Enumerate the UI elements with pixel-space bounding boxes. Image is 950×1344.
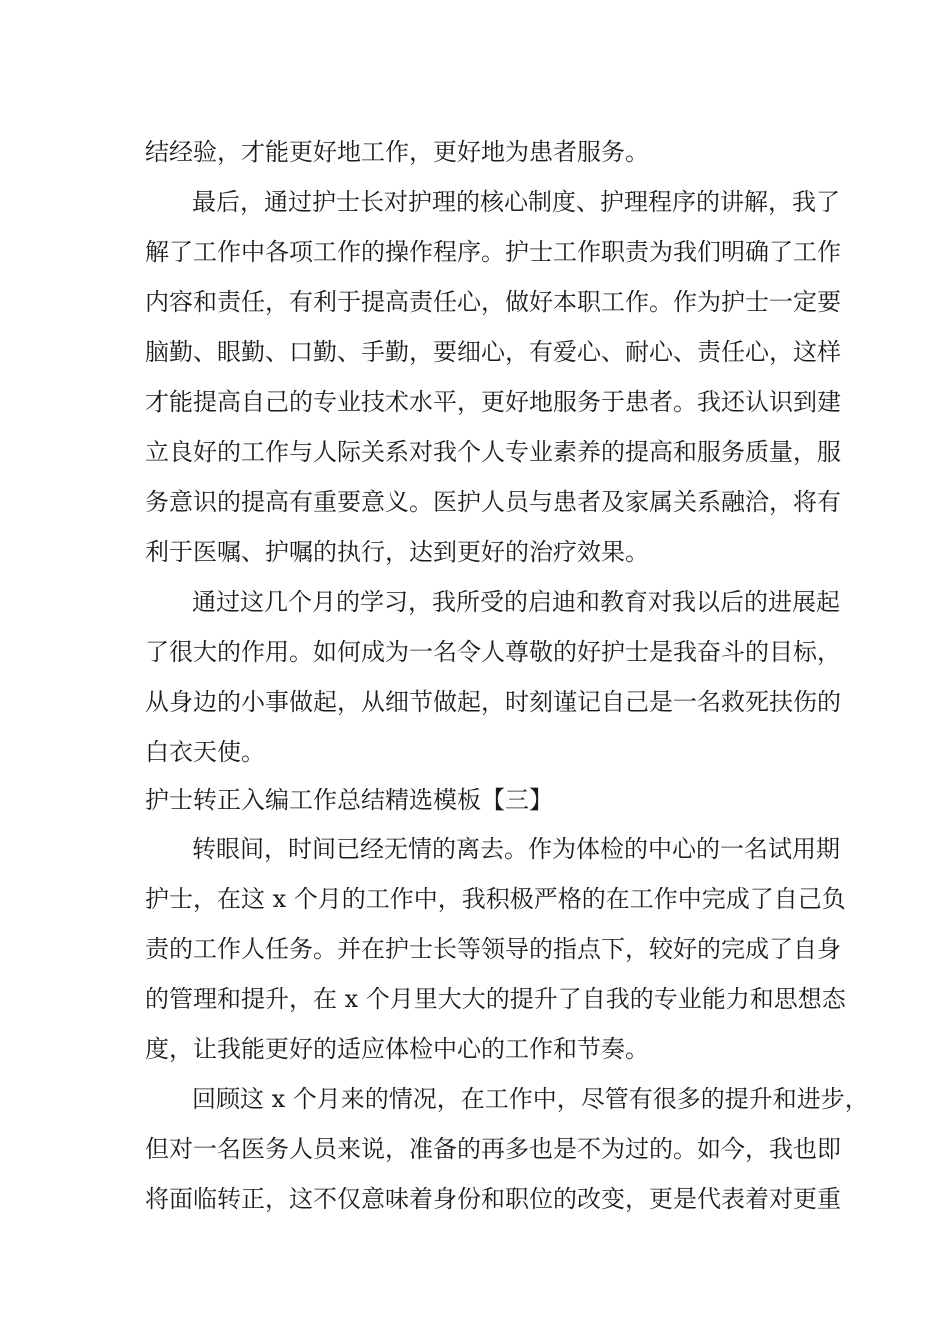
paragraph-line: 通过这几个月的学习，我所受的启迪和教育对我以后的进展起 [192, 588, 840, 616]
paragraph-line: 转眼间，时间已经无情的离去。作为体检的中心的一名试用期 [192, 835, 840, 863]
paragraph-line: 责的工作人任务。并在护士长等领导的指点下，较好的完成了自身 [145, 935, 841, 963]
paragraph-line: 护士，在这 x 个月的工作中，我积极严格的在工作中完成了自己负 [145, 885, 846, 913]
paragraph-line: 解了工作中各项工作的操作程序。护士工作职责为我们明确了工作 [145, 238, 841, 266]
paragraph-line: 内容和责任，有利于提高责任心，做好本职工作。作为护士一定要 [145, 288, 841, 316]
paragraph-line: 脑勤、眼勤、口勤、手勤，要细心，有爱心、耐心、责任心，这样 [145, 338, 841, 366]
paragraph-line: 利于医嘱、护嘱的执行，达到更好的治疗效果。 [145, 538, 649, 566]
paragraph-line: 从身边的小事做起，从细节做起，时刻谨记自己是一名救死扶伤的 [145, 688, 841, 716]
paragraph-line: 回顾这 x 个月来的情况，在工作中，尽管有很多的提升和进步， [192, 1085, 869, 1113]
paragraph-line: 了很大的作用。如何成为一名令人尊敬的好护士是我奋斗的目标， [145, 638, 841, 666]
paragraph-line: 务意识的提高有重要意义。医护人员与患者及家属关系融洽，将有 [145, 488, 841, 516]
paragraph-line: 立良好的工作与人际关系对我个人专业素养的提高和服务质量，服 [145, 438, 841, 466]
paragraph-line: 将面临转正，这不仅意味着身份和职位的改变，更是代表着对更重 [145, 1185, 841, 1213]
paragraph-line: 最后，通过护士长对护理的核心制度、护理程序的讲解，我了 [192, 188, 840, 216]
paragraph-line: 的管理和提升，在 x 个月里大大的提升了自我的专业能力和思想态 [145, 985, 846, 1013]
paragraph-line: 白衣天使。 [145, 738, 265, 766]
paragraph-line: 结经验，才能更好地工作，更好地为患者服务。 [145, 138, 649, 166]
section-heading: 护士转正入编工作总结精选模板【三】 [145, 786, 553, 814]
paragraph-line: 但对一名医务人员来说，准备的再多也是不为过的。如今，我也即 [145, 1135, 841, 1163]
paragraph-line: 度，让我能更好的适应体检中心的工作和节奏。 [145, 1035, 649, 1063]
paragraph-line: 才能提高自己的专业技术水平，更好地服务于患者。我还认识到建 [145, 388, 841, 416]
